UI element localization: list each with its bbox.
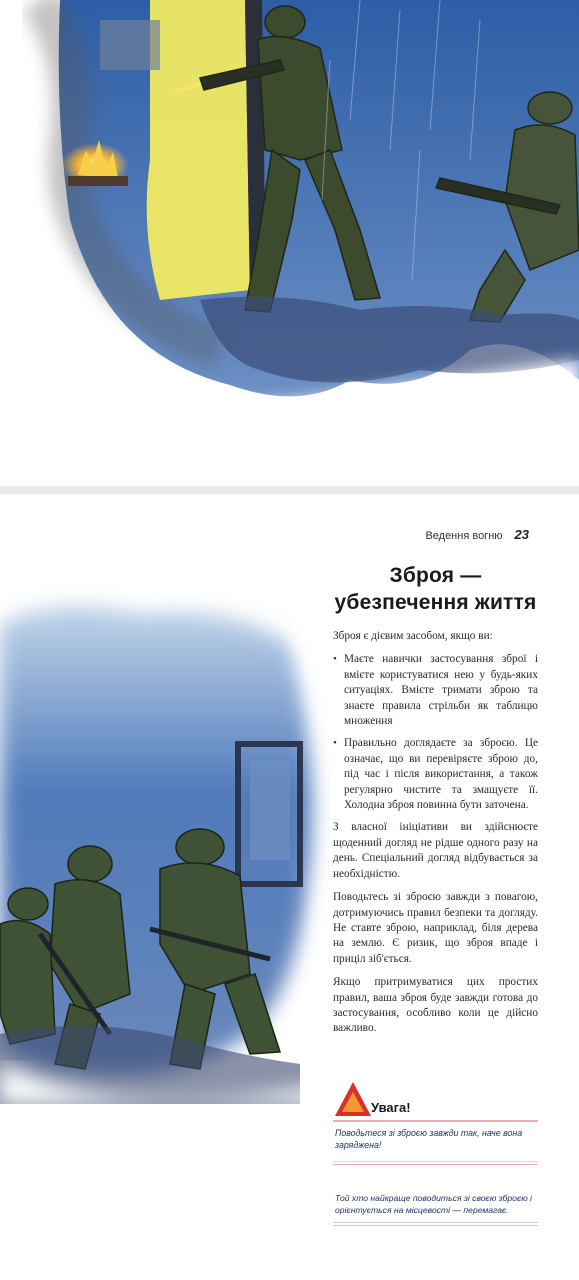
quote-text: Той хто найкраще поводиться зі своєю зброєю і орієнтується на місцевості — перемагає.: [335, 1193, 532, 1215]
article: [333, 562, 538, 1045]
bullet-list: [333, 652, 538, 813]
running-title: Ведення вогню: [425, 530, 503, 542]
page-divider: [0, 486, 579, 494]
bullet-item: • Маєте навички застосування зброї і вмієте користуватися нею у будь-яких ситуаціях. Вмієте тримати зброю та знаєте правила стрільби як таблицю множення: [333, 652, 538, 729]
running-head: [425, 527, 529, 542]
title-line-2: убезпечення життя: [334, 591, 537, 614]
divider: [333, 1222, 538, 1223]
soldiers-illustration-bottom: [0, 564, 330, 1104]
warning-title: Увага!: [371, 1100, 411, 1115]
warning-header: [333, 1078, 538, 1118]
page-title: [333, 562, 538, 616]
soldiers-illustration-top: [0, 0, 579, 486]
body-paragraph: Поводьтесь зі зброєю завжди з повагою, дотримуючись правил безпеки та догляду. Не ставте зброю, наприклад, біля дерева на землю. Є ризик, що зброя впаде і приціл зіб'ється.: [333, 891, 538, 965]
body-paragraph: Якщо притримуватися цих простих правил, ваша зброя буде завжди готова до застосування, особливо коли це дійсно важливо.: [333, 976, 538, 1035]
top-page: [0, 0, 579, 486]
intro-paragraph: Зброя є дієвим засобом, якщо ви:: [333, 630, 493, 642]
bullet-item: • Правильно доглядаєте за зброєю. Це означає, що ви перевіряєте зброю до, під час і після використання, а також регулярно чистите та змащуєте її. Холодна зброя повинна бути заточена.: [333, 736, 538, 813]
title-line-1: Зброя —: [389, 564, 482, 587]
divider: [333, 1161, 538, 1162]
page-number: 23: [514, 527, 529, 542]
warning-triangle-icon: [333, 1080, 373, 1118]
warning-box: [333, 1078, 538, 1165]
warning-text: Поводьтеся зі зброєю завжди так, наче вона заряджена!: [335, 1128, 523, 1150]
body-paragraph: З власної ініціативи ви здійснюєте щоденний догляд не рідше одного разу на день. Спеціальний догляд відбувається за необхідністю.: [333, 821, 538, 880]
quote-box: [333, 1192, 538, 1226]
divider: [333, 1225, 538, 1226]
book-page: [0, 494, 579, 1280]
divider: [333, 1164, 538, 1165]
